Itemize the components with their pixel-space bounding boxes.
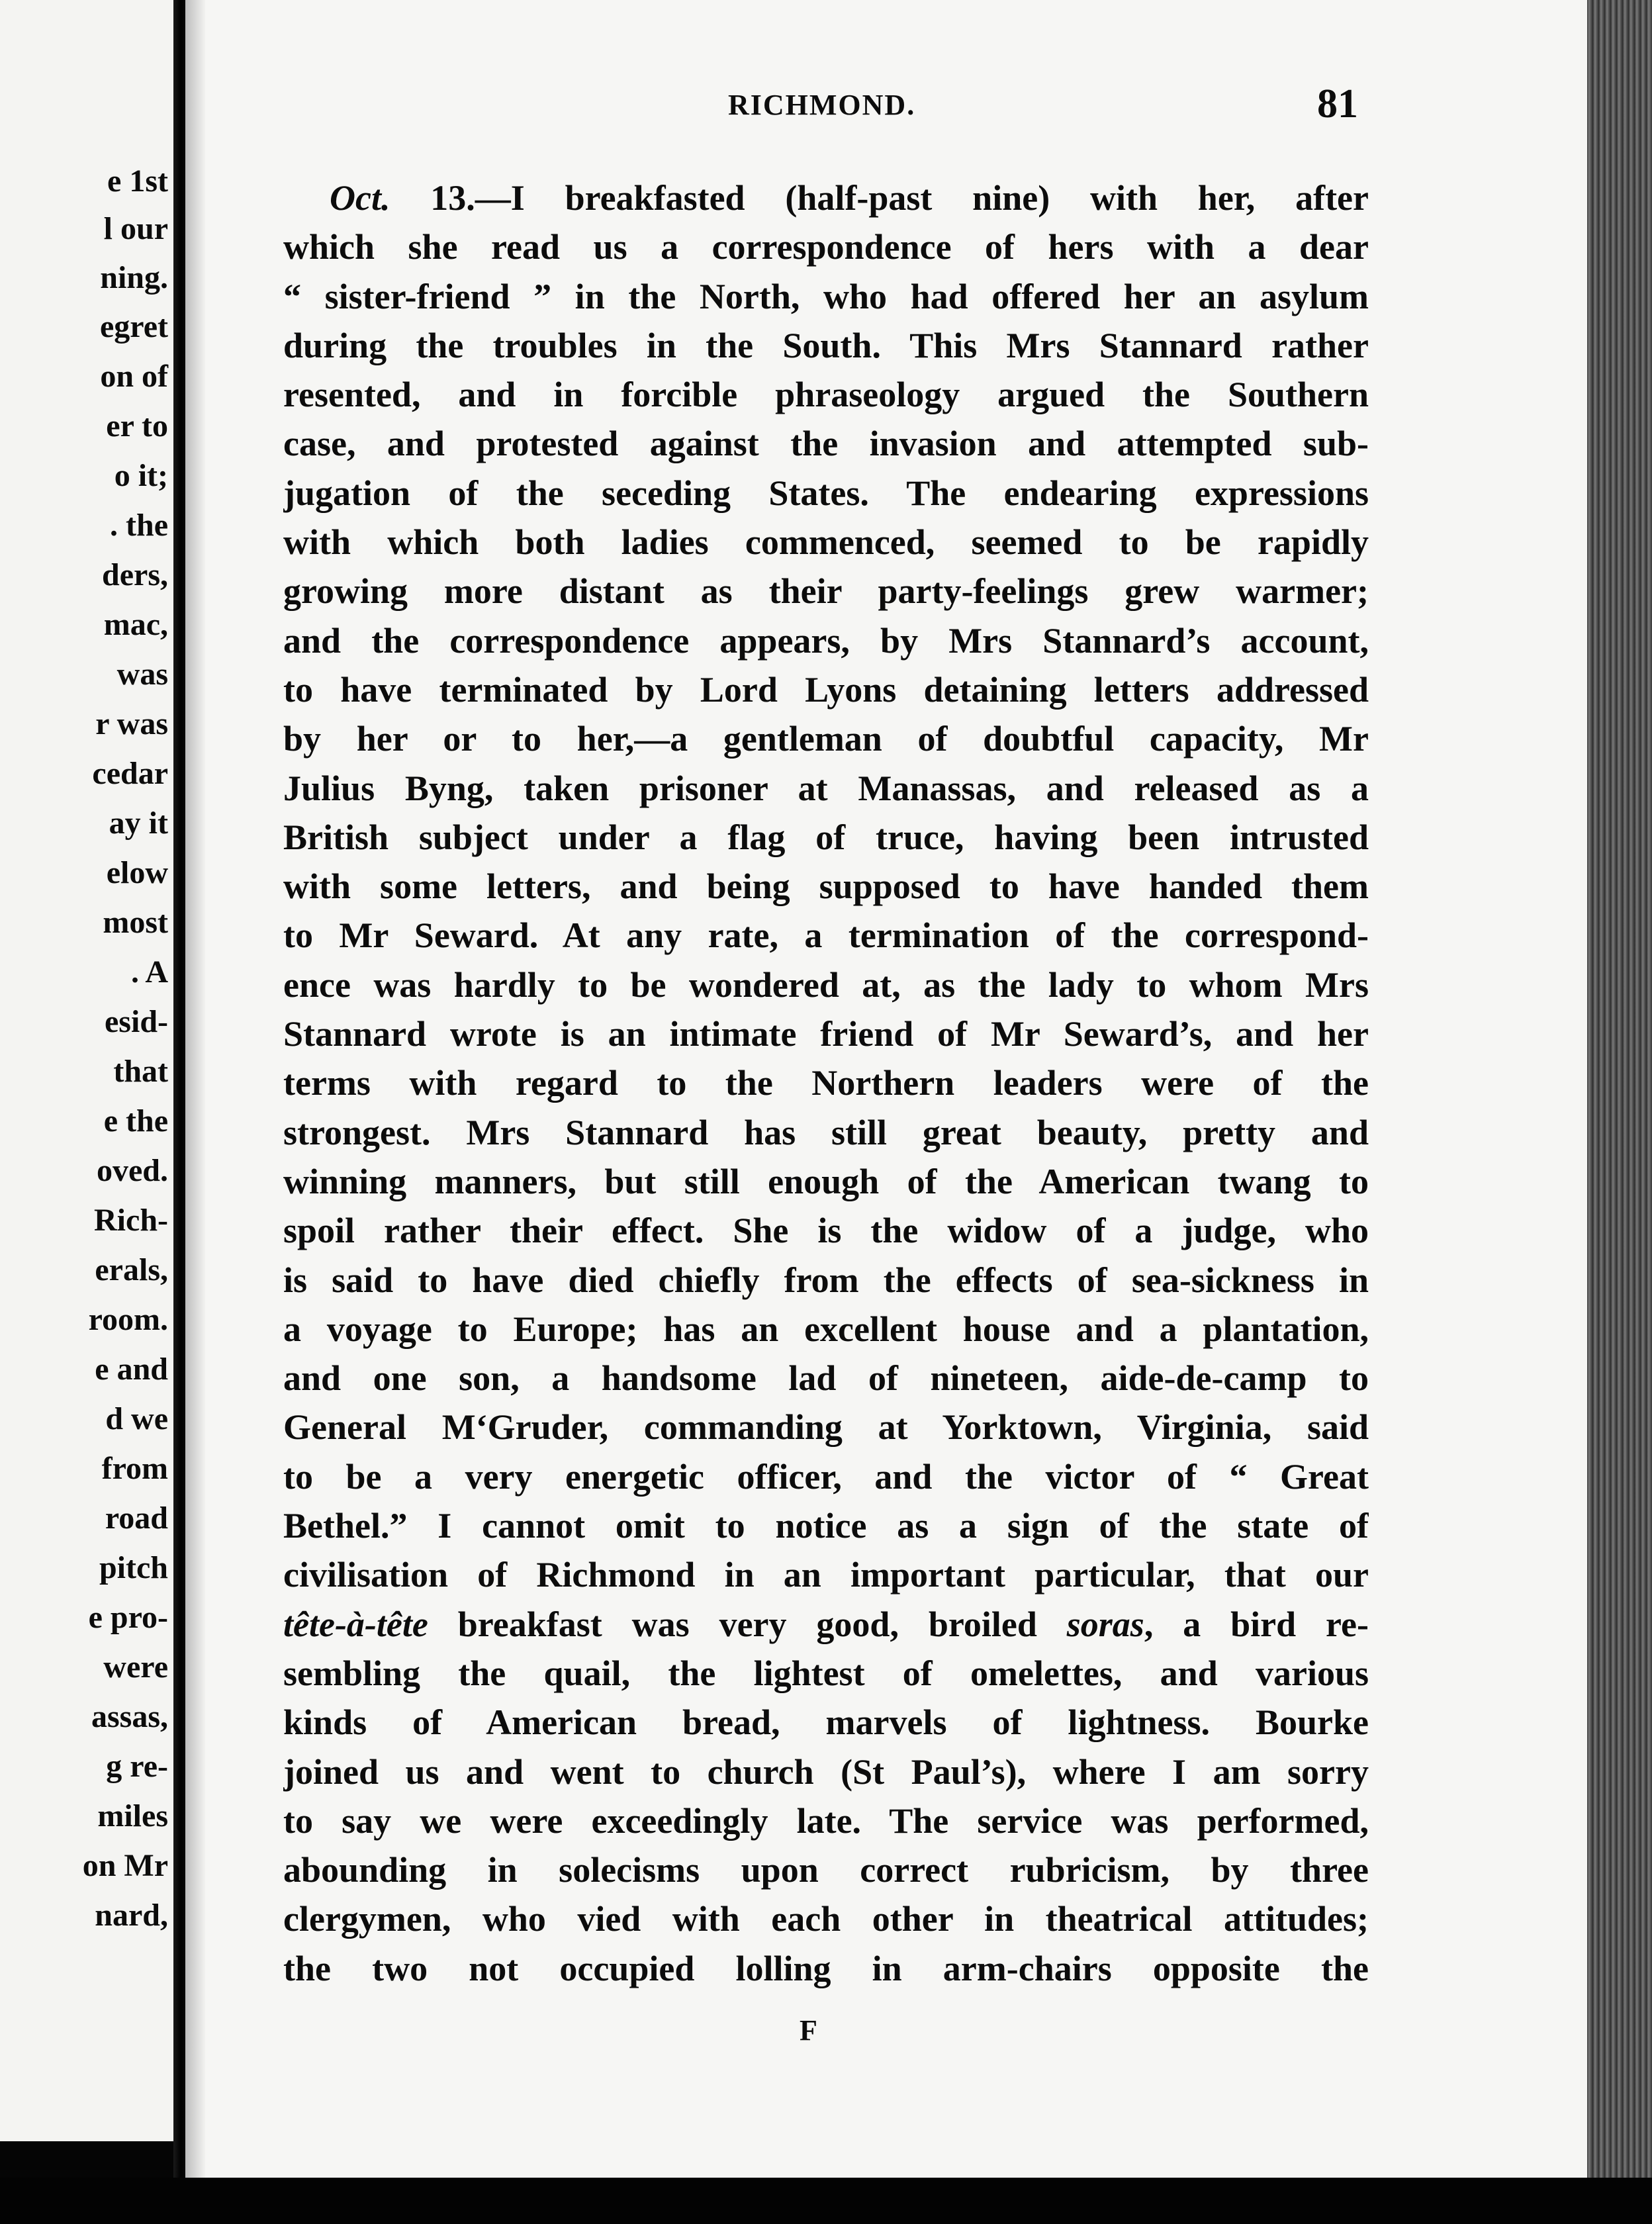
italic-text: Oct. [330, 178, 390, 218]
left-page-fragment: ders, [102, 557, 168, 592]
left-page-fragment: egret [99, 309, 168, 344]
line-text: civilisation of Richmond in an important particular, that our [283, 1555, 1369, 1595]
line-text: to be a very energetic officer, and the victor of “ Great [283, 1456, 1369, 1497]
left-page-fragment: e and [95, 1352, 168, 1387]
left-page-fragment: ay it [109, 806, 168, 841]
line-text: to say we were exceedingly late. The service was performed, [283, 1800, 1369, 1841]
text-line [283, 1256, 1369, 1305]
line-text: Bethel.” I cannot omit to notice as a sign of the state of [283, 1506, 1369, 1546]
left-page-fragment: pitch [99, 1550, 168, 1585]
left-page-fragment: e 1st [107, 163, 168, 199]
text-line [283, 1747, 1369, 1796]
text-line [283, 173, 1369, 222]
text-line [283, 1157, 1369, 1206]
text-line [283, 813, 1369, 862]
line-text: growing more distant as their party-feelings grew warmer; [283, 571, 1369, 612]
text-line [283, 1894, 1369, 1943]
left-page-fragment: on of [100, 359, 168, 394]
line-text: abounding in solecisms upon correct rubricism, by three [283, 1850, 1369, 1890]
text-line [283, 1845, 1369, 1894]
left-page-fragment: l our [103, 211, 168, 246]
page-number: 81 [1317, 81, 1358, 126]
gutter-shadow [185, 0, 205, 2178]
left-page-fragment: were [103, 1649, 168, 1685]
text-line [283, 714, 1369, 763]
left-page-fragment: that [113, 1054, 168, 1089]
text-line [283, 518, 1369, 567]
text-line [283, 1206, 1369, 1255]
text-line [283, 1058, 1369, 1107]
left-page-fragment: ning. [100, 260, 168, 295]
text-line [283, 1698, 1369, 1747]
text-line [283, 1649, 1369, 1698]
text-line [283, 469, 1369, 518]
text-line [283, 1009, 1369, 1058]
text-line [283, 862, 1369, 911]
left-page-fragment: e the [103, 1103, 168, 1138]
text-line [283, 1108, 1369, 1157]
left-page-fragment: . the [110, 508, 168, 543]
left-page-fragment: from [101, 1451, 168, 1486]
left-page-fragment: o it; [114, 458, 168, 493]
line-text: British subject under a flag of truce, having been intrusted [283, 817, 1369, 857]
line-text: ence was hardly to be wondered at, as the lady to whom Mrs [283, 964, 1369, 1005]
text-line [283, 370, 1369, 419]
body-text [283, 173, 1369, 1993]
left-page-fragment: room. [88, 1302, 168, 1337]
line-text: case, and protested against the invasion and attempted sub- [283, 424, 1369, 464]
line-text: a voyage to Europe; has an excellent house and a plantation, [283, 1309, 1369, 1349]
text-line [283, 1944, 1369, 1993]
line-text: by her or to her,—a gentleman of doubtful capacity, Mr [283, 719, 1369, 759]
text-line [283, 1452, 1369, 1501]
signature-mark: F [800, 2014, 817, 2047]
left-page-fragment: was [116, 657, 168, 692]
line-text: winning manners, but still enough of the American twang to [283, 1161, 1369, 1201]
line-text: the two not occupied lolling in arm-chairs opposite the [283, 1948, 1369, 1988]
line-text: joined us and went to church (St Paul’s), where I am sorry [283, 1751, 1369, 1792]
left-page-fragment: mac, [103, 607, 168, 642]
left-page-fragment: nard, [95, 1898, 168, 1933]
line-text: Stannard wrote is an intimate friend of Mr Seward’s, and her [283, 1014, 1369, 1054]
line-text: jugation of the seceding States. The endearing expressions [283, 473, 1369, 513]
line-text: with which both ladies commenced, seemed to be rapidly [283, 522, 1369, 563]
line-text: sembling the quail, the lightest of omelettes, and various [283, 1653, 1369, 1693]
line-text: and one son, a handsome lad of nineteen, aide-de-camp to [283, 1358, 1369, 1399]
left-page-fragment: r was [95, 706, 168, 741]
line-text: to have terminated by Lord Lyons detaining letters addressed [283, 669, 1369, 710]
left-page-fragment: road [105, 1501, 168, 1536]
text-line [283, 1796, 1369, 1845]
line-text: strongest. Mrs Stannard has still great beauty, pretty and [283, 1112, 1369, 1152]
text-line [283, 1305, 1369, 1354]
text-line [283, 1354, 1369, 1403]
line-text: is said to have died chiefly from the effects of sea-sickness in [283, 1260, 1369, 1300]
text-line [283, 419, 1369, 468]
line-text: clergymen, who vied with each other in theatrical attitudes; [283, 1899, 1369, 1939]
left-page-fragment: er to [106, 408, 168, 443]
line-text: resented, and in forcible phraseology argued the Southern [283, 375, 1369, 415]
left-page-fragment: miles [97, 1798, 168, 1833]
text-line [283, 1600, 1369, 1649]
text-line [283, 321, 1369, 370]
line-text: “ sister-friend ” in the North, who had offered her an asylum [283, 276, 1369, 316]
text-line [283, 222, 1369, 271]
left-page-fragment: Rich- [94, 1203, 168, 1238]
line-text-tail: , a bird re- [1144, 1604, 1369, 1644]
line-text: and the correspondence appears, by Mrs Stannard’s account, [283, 620, 1369, 661]
left-page-fragment: oved. [97, 1153, 168, 1188]
left-page-fragment: cedar [92, 756, 168, 791]
line-text: which she read us a correspondence of hers with a dear [283, 227, 1369, 267]
page-edges [1587, 0, 1652, 2184]
text-line [283, 567, 1369, 616]
text-line [283, 1403, 1369, 1452]
left-page-fragment: esid- [105, 1004, 168, 1039]
left-page-fragment: elow [106, 855, 168, 890]
italic-text: tête-à-tête [283, 1604, 428, 1644]
text-line [283, 960, 1369, 1009]
line-text: to Mr Seward. At any rate, a termination of the correspond- [283, 915, 1369, 956]
left-page-fragment: on Mr [82, 1848, 168, 1883]
text-line [283, 1550, 1369, 1599]
line-text: Julius Byng, taken prisoner at Manassas, and released as a [283, 768, 1369, 808]
left-facing-page [0, 0, 173, 2141]
left-page-fragment: . A [130, 954, 168, 990]
line-text: kinds of American bread, marvels of lightness. Bourke [283, 1702, 1369, 1743]
bottom-border [0, 2178, 1652, 2224]
line-text: with some letters, and being supposed to have handed them [283, 866, 1369, 907]
text-line [283, 616, 1369, 665]
line-text: General M‘Gruder, commanding at Yorktown, Virginia, said [283, 1407, 1369, 1448]
line-text: breakfast was very good, broiled [428, 1604, 1067, 1644]
left-page-fragment: most [103, 905, 168, 940]
left-page-fragment: e pro- [88, 1600, 168, 1635]
text-line [283, 764, 1369, 813]
running-title: RICHMOND. [728, 89, 916, 121]
left-page-fragment: g re- [106, 1749, 168, 1784]
text-line [283, 272, 1369, 321]
italic-text: soras [1066, 1604, 1144, 1644]
text-line [283, 1501, 1369, 1550]
left-page-fragment: erals, [95, 1252, 168, 1287]
line-text: spoil rather their effect. She is the widow of a judge, who [283, 1211, 1369, 1251]
left-page-fragment: d we [105, 1401, 168, 1436]
line-text: terms with regard to the Northern leaders were of the [283, 1063, 1369, 1103]
line-text: 13.—I breakfasted (half-past nine) with her, after [390, 178, 1369, 218]
text-line [283, 665, 1369, 714]
left-page-fragment: assas, [91, 1699, 168, 1734]
line-text: during the troubles in the South. This Mrs Stannard rather [283, 325, 1369, 365]
text-line [283, 911, 1369, 960]
